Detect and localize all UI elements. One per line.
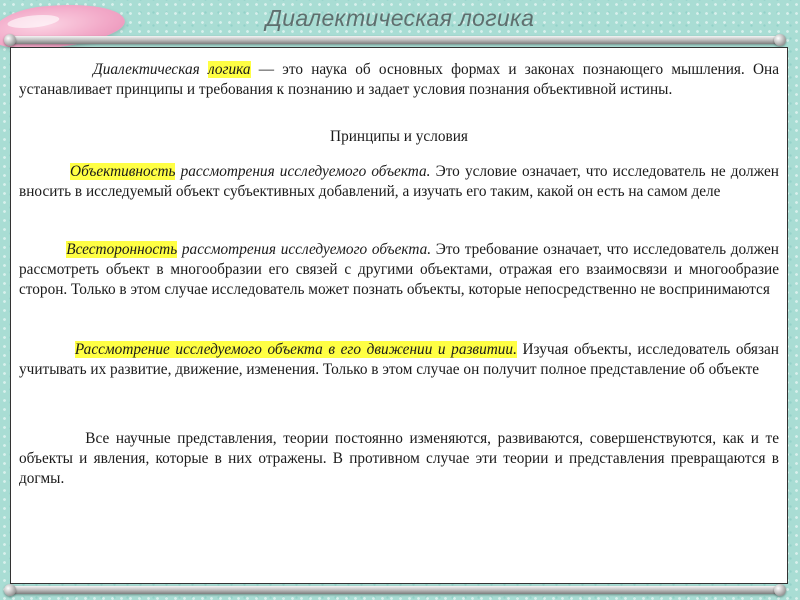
conclusion-text: Все научные представления, теории постоянно изменяются, развиваются, совершенствуются, как и те объекты и явления, которые в них отражены. В противном случае эти теории и представления превращаются в догмы. bbox=[19, 430, 779, 487]
intro-term: Диалектическая bbox=[93, 61, 200, 78]
principle-2-highlight: Всесторонность bbox=[66, 241, 178, 258]
principle-1-text: Это условие означает, что исследователь не должен вносить в исследуемый объект субъективных добавлений, а изучать его таким, какой он есть на самом деле bbox=[19, 163, 779, 200]
intro-text: — это наука об основных формах и законах познающего мышления. Она устанавливает принципы и требования к познанию и задает условия познания объективной истины. bbox=[19, 61, 780, 98]
bottom-rule bbox=[10, 586, 780, 594]
bottom-rule-right-cap bbox=[774, 584, 786, 596]
intro-term-highlight: логика bbox=[208, 61, 251, 78]
principle-comprehensiveness bbox=[19, 240, 779, 300]
bottom-rule-left-cap bbox=[4, 584, 16, 596]
principle-2-italic: рассмотрения исследуемого объекта. bbox=[177, 241, 432, 258]
slide-title: Диалектическая логика bbox=[265, 5, 535, 31]
principle-objectivity bbox=[19, 162, 779, 202]
content-panel bbox=[10, 47, 788, 584]
principle-3-text: Изучая объекты, исследователь обязан учитывать их развитие, движение, изменения. Только в этом случае он получит полное представление об объекте bbox=[19, 341, 779, 378]
intro-paragraph bbox=[19, 60, 779, 100]
top-rule-right-cap bbox=[774, 34, 786, 46]
top-rule-left-cap bbox=[4, 34, 16, 46]
top-rule bbox=[10, 36, 780, 44]
conclusion-paragraph bbox=[19, 429, 779, 489]
principle-development bbox=[19, 340, 779, 380]
principle-1-italic: рассмотрения исследуемого объекта. bbox=[175, 163, 431, 180]
principle-2-text: Это требование означает, что исследователь должен рассмотреть объект в многообразии его связей с другими объектами, отражая его взаимосвязи и многообразие сторон. Только в этом случае исследователь может познать объекты, которые непосредственно не воспринимаются bbox=[19, 241, 779, 298]
principle-1-highlight: Объективность bbox=[70, 163, 176, 180]
principle-3-highlight: Рассмотрение исследуемого объекта в его движении и развитии. bbox=[74, 341, 517, 358]
section-heading: Принципы и условия bbox=[330, 128, 468, 145]
